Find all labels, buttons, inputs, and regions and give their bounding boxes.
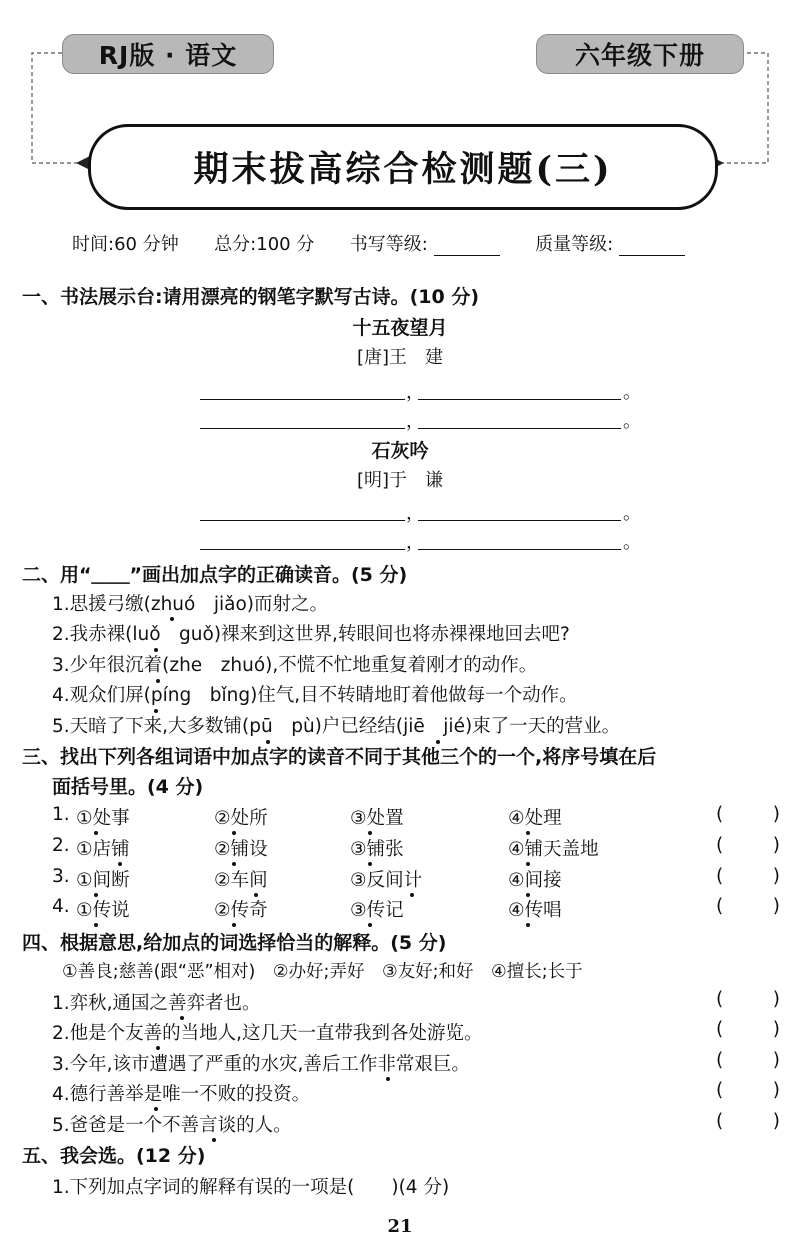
list-item: 3.今年,该市遭遇了严重的水灾,善后工作非常艰巨。 bbox=[52, 1054, 470, 1075]
list-item: 2.他是个友善的当地人,这几天一直带我到各处游览。 bbox=[52, 1023, 483, 1044]
list-item: 5.天暗了下来,大多数铺(pū pù)户已经结(jiē jié)束了一天的营业。 bbox=[52, 716, 621, 737]
option-b: ②处所 bbox=[214, 808, 268, 829]
emphasis-dot bbox=[526, 831, 530, 835]
subject-badge: RJ版 · 语文 bbox=[62, 34, 274, 74]
poem-1-line-2b[interactable] bbox=[418, 428, 621, 429]
total-label: 总分:100 分 bbox=[214, 234, 315, 255]
option-c: ③反间计 bbox=[350, 870, 423, 891]
emphasis-dot bbox=[156, 1046, 160, 1050]
list-item: 3.少年很沉着(zhe zhuó),不慌不忙地重复着刚才的动作。 bbox=[52, 655, 538, 676]
period: 。 bbox=[623, 503, 641, 524]
emphasis-dot bbox=[526, 893, 530, 897]
emphasis-dot bbox=[156, 679, 160, 683]
time-label: 时间:60 分钟 bbox=[72, 234, 179, 255]
answer-parens[interactable]: ( ) bbox=[716, 835, 780, 856]
emphasis-dot bbox=[154, 709, 158, 713]
writing-grade-label: 书写等级: bbox=[349, 234, 428, 255]
section-2-heading: 二、用“＿＿”画出加点字的正确读音。(5 分) bbox=[22, 564, 408, 586]
emphasis-dot bbox=[212, 1138, 216, 1142]
row-number: 2. bbox=[52, 835, 70, 856]
grade-badge: 六年级下册 bbox=[536, 34, 744, 74]
answer-parens[interactable]: ( ) bbox=[716, 1111, 780, 1132]
option-c: ③传记 bbox=[350, 900, 404, 921]
comma: ， bbox=[406, 411, 424, 432]
list-item: 4.观众们屏(píng bǐng)住气,目不转睛地盯着他做每一个动作。 bbox=[52, 685, 578, 706]
comma: ， bbox=[406, 532, 424, 553]
emphasis-dot bbox=[180, 1016, 184, 1020]
emphasis-dot bbox=[94, 831, 98, 835]
option-c: ③铺张 bbox=[350, 839, 404, 860]
emphasis-dot bbox=[254, 893, 258, 897]
option-a: ①传说 bbox=[76, 900, 130, 921]
option-b: ②传奇 bbox=[214, 900, 268, 921]
emphasis-dot bbox=[94, 923, 98, 927]
row-number: 4. bbox=[52, 896, 70, 917]
emphasis-dot bbox=[232, 862, 236, 866]
poem-2-title: 石灰吟 bbox=[371, 440, 429, 462]
definition-options: ①善良;慈善(跟“恶”相对) ②办好;弄好 ③友好;和好 ④擅长;长于 bbox=[62, 962, 583, 982]
period: 。 bbox=[623, 532, 641, 553]
emphasis-dot bbox=[410, 893, 414, 897]
emphasis-dot bbox=[436, 740, 440, 744]
poem-1-line-1b[interactable] bbox=[418, 399, 621, 400]
poem-1-line-1a[interactable] bbox=[200, 399, 405, 400]
answer-parens[interactable]: ( ) bbox=[716, 1050, 780, 1071]
list-item: 5.爸爸是一个不善言谈的人。 bbox=[52, 1115, 292, 1136]
poem-2-line-1a[interactable] bbox=[200, 520, 405, 521]
poem-2-line-2a[interactable] bbox=[200, 549, 405, 550]
quality-grade-blank[interactable] bbox=[619, 237, 685, 256]
comma: ， bbox=[406, 382, 424, 403]
emphasis-dot bbox=[266, 740, 270, 744]
section-4-heading: 四、根据意思,给加点的词选择恰当的解释。(5 分) bbox=[22, 932, 447, 954]
poem-1-author: [唐]王 建 bbox=[356, 347, 444, 368]
poem-2-author: [明]于 谦 bbox=[356, 470, 444, 491]
row-number: 1. bbox=[52, 804, 70, 825]
emphasis-dot bbox=[526, 923, 530, 927]
poem-1-line-2a[interactable] bbox=[200, 428, 405, 429]
option-d: ④铺天盖地 bbox=[508, 839, 599, 860]
poem-2-line-2b[interactable] bbox=[418, 549, 621, 550]
list-item: 2.我赤裸(luǒ guǒ)裸来到这世界,转眼间也将赤裸裸地回去吧? bbox=[52, 624, 570, 645]
emphasis-dot bbox=[94, 893, 98, 897]
section-5-heading: 五、我会选。(12 分) bbox=[22, 1145, 206, 1167]
answer-parens[interactable]: ( ) bbox=[716, 989, 780, 1010]
emphasis-dot bbox=[232, 923, 236, 927]
option-d: ④处理 bbox=[508, 808, 562, 829]
section-1-heading: 一、书法展示台:请用漂亮的钢笔字默写古诗。(10 分) bbox=[22, 286, 480, 308]
period: 。 bbox=[623, 382, 641, 403]
quality-grade-label: 质量等级: bbox=[535, 234, 614, 255]
emphasis-dot bbox=[368, 831, 372, 835]
option-a: ①店铺 bbox=[76, 839, 130, 860]
writing-grade-blank[interactable] bbox=[434, 237, 500, 256]
answer-parens[interactable]: ( ) bbox=[716, 896, 780, 917]
poem-2-line-1b[interactable] bbox=[418, 520, 621, 521]
section-3-heading: 三、找出下列各组词语中加点字的读音不同于其他三个的一个,将序号填在后 bbox=[22, 746, 657, 768]
poem-1-title: 十五夜望月 bbox=[352, 317, 448, 339]
exam-meta bbox=[72, 230, 685, 256]
list-item: 1.弈秋,通国之善弈者也。 bbox=[52, 993, 261, 1014]
option-a: ①处事 bbox=[76, 808, 130, 829]
answer-parens[interactable]: ( ) bbox=[716, 866, 780, 887]
section-3-heading-cont: 面括号里。(4 分) bbox=[52, 776, 204, 798]
emphasis-dot bbox=[526, 862, 530, 866]
answer-parens[interactable]: ( ) bbox=[716, 1080, 780, 1101]
emphasis-dot bbox=[154, 648, 158, 652]
list-item: 1.下列加点字词的解释有误的一项是( )(4 分) bbox=[52, 1177, 450, 1198]
emphasis-dot bbox=[232, 831, 236, 835]
option-b: ②铺设 bbox=[214, 839, 268, 860]
page-number: 21 bbox=[387, 1216, 413, 1237]
emphasis-dot bbox=[368, 923, 372, 927]
option-c: ③处置 bbox=[350, 808, 404, 829]
answer-parens[interactable]: ( ) bbox=[716, 1019, 780, 1040]
emphasis-dot bbox=[386, 1077, 390, 1081]
option-b: ②车间 bbox=[214, 870, 268, 891]
option-a: ①间断 bbox=[76, 870, 130, 891]
comma: ， bbox=[406, 503, 424, 524]
emphasis-dot bbox=[368, 862, 372, 866]
answer-parens[interactable]: ( ) bbox=[716, 804, 780, 825]
emphasis-dot bbox=[118, 862, 122, 866]
option-d: ④传唱 bbox=[508, 900, 562, 921]
option-d: ④间接 bbox=[508, 870, 562, 891]
emphasis-dot bbox=[154, 1107, 158, 1111]
exam-title: 期末拔高综合检测题(三) bbox=[88, 124, 718, 210]
list-item: 4.德行善举是唯一不败的投资。 bbox=[52, 1084, 311, 1105]
row-number: 3. bbox=[52, 866, 70, 887]
emphasis-dot bbox=[170, 617, 174, 621]
period: 。 bbox=[623, 411, 641, 432]
list-item: 1.思援弓缴(zhuó jiǎo)而射之。 bbox=[52, 594, 329, 615]
